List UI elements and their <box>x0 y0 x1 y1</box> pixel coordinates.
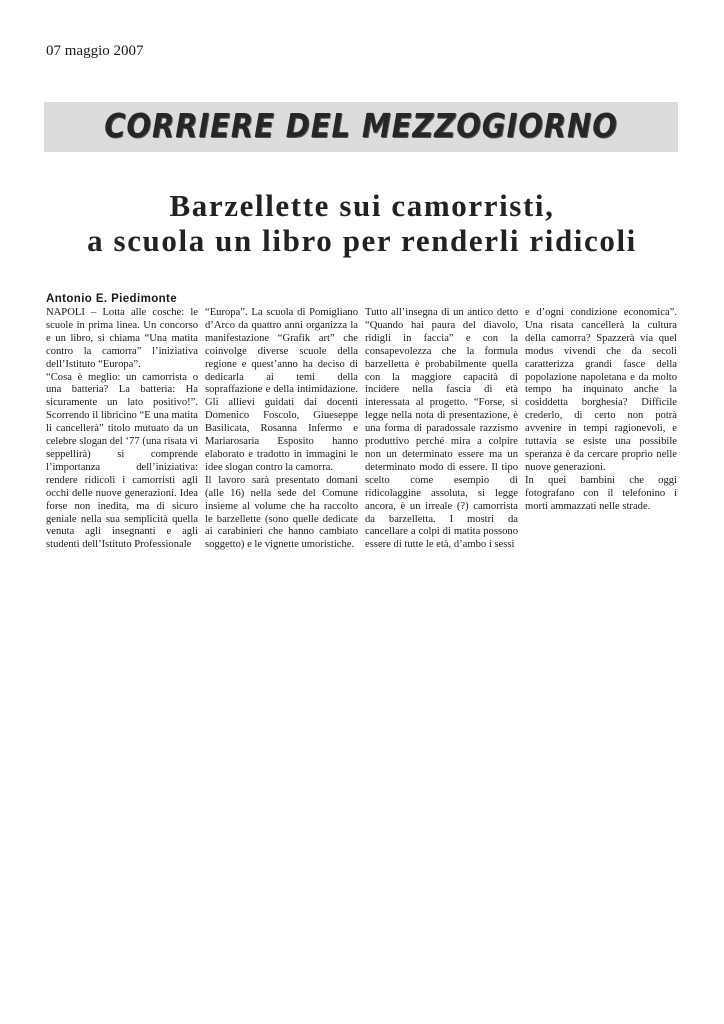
publication-date: 07 maggio 2007 <box>46 43 144 59</box>
paragraph: Tutto all’insegna di un antico detto “Quando hai paura del diavolo, ridigli in faccia” e con la consapevolezza che la formula barzelletta è probabilmente quella con la maggiore capacità di incidere nella fascia di età interessata al progetto. “Forse, si legge nella nota di presentazione, è una forma di paradossale razzismo produttivo perché mira a colpire non un determinato essere ma un determinato modo di essere. Il tipo scelto come esempio di ridicolaggine assoluta, si legge ancora, è un irreale (?) camorrista da barzelletta. I mostri da cancellare a colpi di matita possono essere di tutte le età, d’ambo i sessi <box>365 307 518 551</box>
paragraph: In quei bambini che oggi fotografano con il telefonino i morti ammazzati nelle strade. <box>525 474 677 512</box>
article-column-1 <box>46 307 198 552</box>
paragraph: “Europa”. La scuola di Pomigliano d’Arco da quattro anni organizza la manifestazione “Grafik art” che coinvolge diverse scuole della regione e quest’anno ha deciso di dedicarla ai temi della sopraffazione e della intimidazione. Gli allievi guidati dai docenti Domenico Foscolo, Giueseppe Basilicata, Rosanna Infermo e Mariarosaria Esposito hanno elaborato e tradotto in immagini le idee slogan contro la camorra. <box>205 307 358 473</box>
paragraph: Il lavoro sarà presentato domani (alle 16) nella sede del Comune insieme al volume che ha raccolto le barzellette (sono quelle dedicate ai carabinieri che hanno cambiato soggetto) e le vignette umoristiche. <box>205 474 358 551</box>
headline-line-2: a scuola un libro per renderli ridicoli <box>87 223 637 258</box>
article-column-2 <box>205 307 358 552</box>
article-column-4 <box>525 307 677 514</box>
paragraph: NAPOLI – Lotta alle cosche: le scuole in prima linea. Un concorso e un libro, si chiama “Una matita contro la camorra” l’iniziativa dell’Istituto “Europa”. <box>46 307 198 370</box>
headline-line-1: Barzellette sui camorristi, <box>169 188 555 223</box>
paragraph: “Cosa è meglio: un camorrista o una batteria? La batteria: Ha sicuramente un lato positivo!”. Scorrendo il libricino “E una matita li cancellerà” titolo mutuato da un celebre slogan del ‘77 (una risata vi seppellirà) si comprende l’importanza dell’iniziativa: rendere ridicoli i camorristi agli occhi delle nuove generazioni. Idea forse non inedita, ma di sicuro geniale nella sua semplicità quella venuta agli insegnanti e agli studenti dell’Istituto Professionale <box>46 371 198 551</box>
paragraph: e d’ogni condizione economica”. Una risata cancellerà la cultura della camorra? Spazzerà via quel modus vivendi che da secoli caratterizza grandi fasce della popolazione napoletana e da molto tempo ha inquinato anche la cosiddetta borghesia? Difficile crederlo, di certo non potrà avvenire in tempi ragionevoli, e tuttavia se esiste una possibile speranza è da cercare proprio nelle nuove generazioni. <box>525 307 677 473</box>
author-byline: Antonio E. Piedimonte <box>46 293 178 305</box>
article-headline <box>40 188 684 258</box>
article-column-3 <box>365 307 518 552</box>
newspaper-masthead <box>44 102 678 152</box>
masthead-title: CORRIERE DEL MEZZOGIORNO <box>104 106 618 145</box>
